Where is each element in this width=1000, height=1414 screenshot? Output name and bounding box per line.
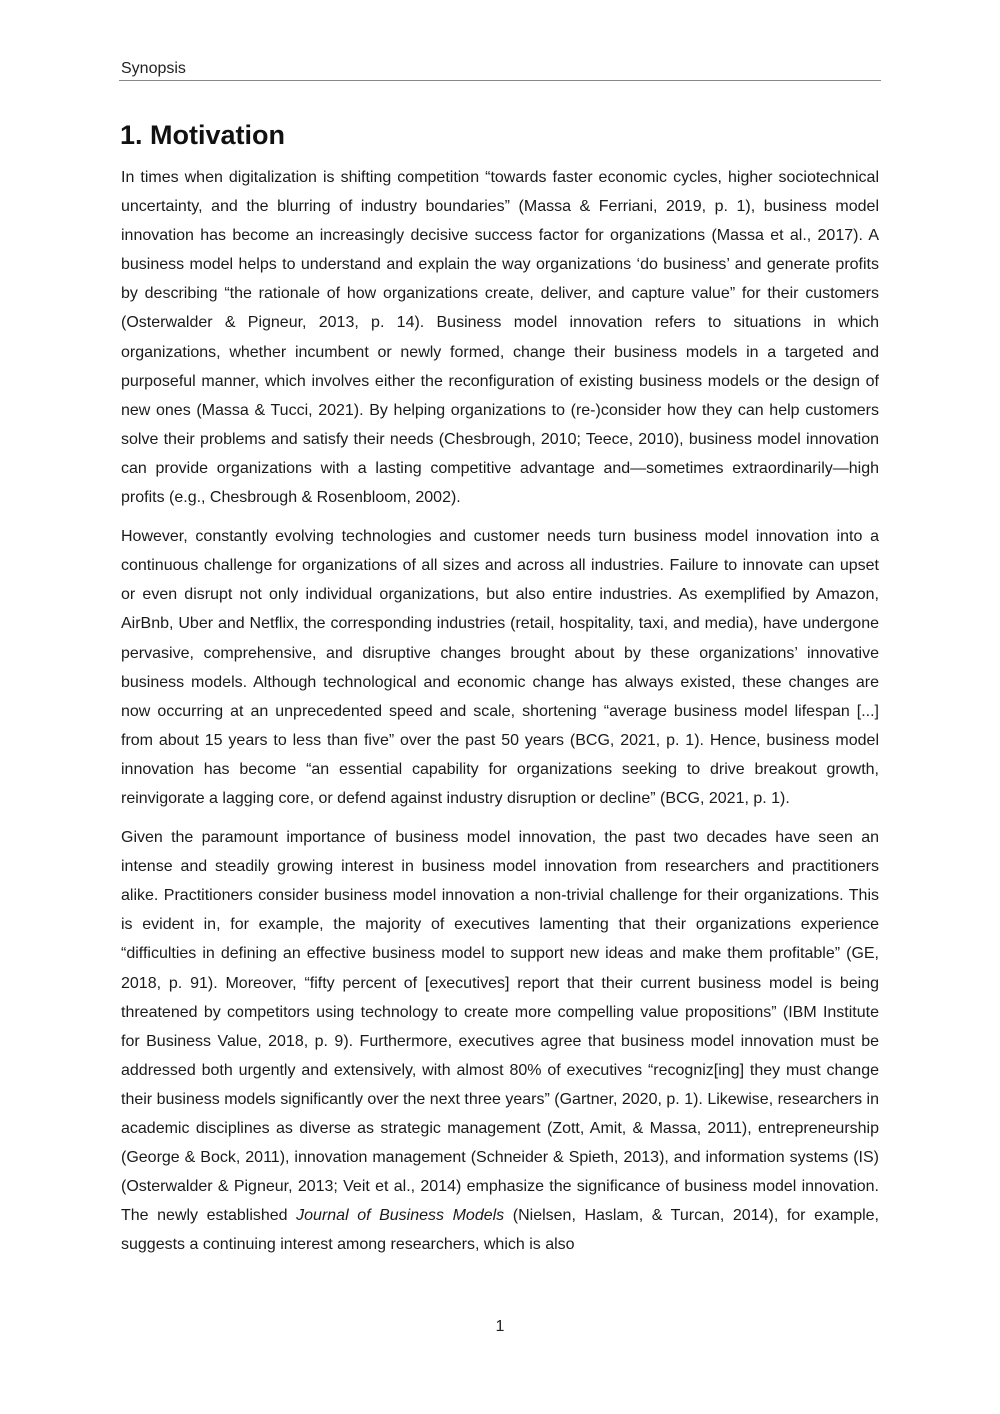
- paragraph-3-text-end: (Nielsen, Haslam, & Turcan, 2014), for example, suggests a continuing interest among researchers, which is also: [121, 1207, 880, 1254]
- section-heading: 1. Motivation: [120, 120, 286, 150]
- page-number: 1: [495, 1318, 505, 1335]
- header-rule: [119, 80, 881, 81]
- paragraph-2: However, constantly evolving technologies and customer needs turn business model innovation into a continuous challenge for organizations of all sizes and across all industries. Failure to innovate can upset or even disrupt not only individual organizations, but also entire industries. As exemplified by Amazon, AirBnb, Uber and Netflix, the corresponding industries (retail, hospitality, taxi, and media), have undergone pervasive, comprehensive, and disruptive changes brought about by these organizations’ innovative business models. Although technological and economic change has always existed, these changes are now occurring at an unprecedented speed and scale, shortening “average business model lifespan [...] from about 15 years to less than five” over the past 50 years (BCG, 2021, p. 1). Hence, business model innovation has become “an essential capability for organizations seeking to drive breakout growth, reinvigorate a lagging core, or defend against industry disruption or decline” (BCG, 2021, p. 1).: [121, 528, 879, 807]
- running-header: Synopsis: [121, 60, 186, 77]
- journal-title: Journal of Business Models: [296, 1207, 505, 1225]
- paragraph-3: [121, 823, 879, 1259]
- paragraph-3-text-start: Given the paramount importance of business model innovation, the past two decades have seen an intense and steadily growing interest in business model innovation from researchers and practitioners alike. Practitioners consider business model innovation a non-trivial challenge for their organizations. This is evident in, for example, the majority of executives lamenting that their organizations experience “difficulties in defining an effective business model to support new ideas and make them profitable” (GE, 2018, p. 91). Moreover, “fifty percent of [executives] report that their current business model is being threatened by competitors using technology to create more compelling value propositions” (IBM Institute for Business Value, 2018, p. 9). Furthermore, executives agree that business model innovation must be addressed both urgently and extensively, with almost 80% of executives “recogniz[ing] they must change their business models significantly over the next three years” (Gartner, 2020, p. 1). Likewise, researchers in academic disciplines as diverse as strategic management (Zott, Amit, & Massa, 2011), entrepreneurship (George & Bock, 2011), innovation management (Schneider & Spieth, 2013), and information systems (IS) (Osterwalder & Pigneur, 2013; Veit et al., 2014) emphasize the significance of business model innovation. The newly established: [121, 829, 879, 1225]
- paragraph-1: In times when digitalization is shifting competition “towards faster economic cycles, higher sociotechnical uncertainty, and the blurring of industry boundaries” (Massa & Ferriani, 2019, p. 1), business model innovation has become an increasingly decisive success factor for organizations (Massa et al., 2017). A business model helps to understand and explain the way organizations ‘do business’ and generate profits by describing “the rationale of how organizations create, deliver, and capture value” for their customers (Osterwalder & Pigneur, 2013, p. 14). Business model innovation refers to situations in which organizations, whether incumbent or newly formed, change their business models in a targeted and purposeful manner, which involves either the reconfiguration of existing business models or the design of new ones (Massa & Tucci, 2021). By helping organizations to (re-)consider how they can help customers solve their problems and satisfy their needs (Chesbrough, 2010; Teece, 2010), business model innovation can provide organizations with a lasting competitive advantage and—sometimes extraordinarily—high profits (e.g., Chesbrough & Rosenbloom, 2002).: [121, 169, 879, 507]
- body-text: [121, 163, 879, 1269]
